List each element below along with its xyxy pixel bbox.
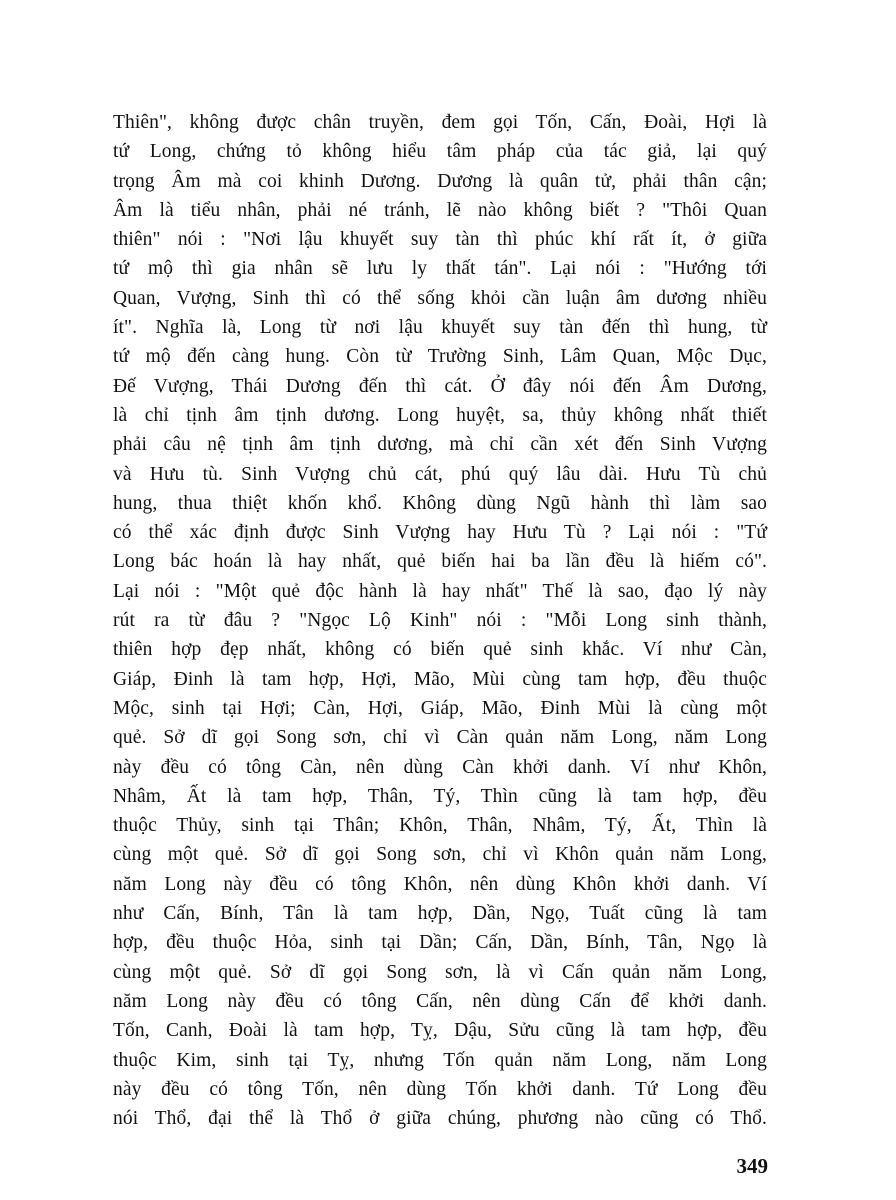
text-line: nói Thổ, đại thể là Thổ ở giữa chúng, phương nào cũng có Thổ. [113,1108,767,1130]
text-line: tứ mộ thì gia nhân sẽ lưu ly thất tán". Lại nói : "Hướng tới [113,258,767,280]
text-line: hợp, đều thuộc Hỏa, sinh tại Dần; Cấn, Dần, Bính, Tân, Ngọ là [113,932,767,954]
text-line: Quan, Vượng, Sinh thì có thể sống khỏi cần luận âm dương nhiều [113,287,767,309]
text-line: tứ Long, chứng tỏ không hiểu tâm pháp của tác giả, lại quý [113,141,767,163]
text-line: quẻ. Sở dĩ gọi Song sơn, chỉ vì Càn quản năm Long, năm Long [113,727,767,749]
text-line: là chỉ tịnh âm tịnh dương. Long huyệt, sa, thủy không nhất thiết [113,404,767,426]
text-line: cùng một quẻ. Sở dĩ gọi Song sơn, là vì Cấn quản năm Long, [113,961,767,983]
text-line: cùng một quẻ. Sở dĩ gọi Song sơn, chỉ vì Khôn quản năm Long, [113,844,767,866]
text-line: Đế Vượng, Thái Dương đến thì cát. Ở đây nói đến Âm Dương, [113,375,767,397]
text-line: như Cấn, Bính, Tân là tam hợp, Dần, Ngọ, Tuất cũng là tam [113,903,767,925]
text-line: năm Long này đều có tông Khôn, nên dùng Khôn khởi danh. Ví [113,873,767,895]
text-line: Giáp, Đinh là tam hợp, Hợi, Mão, Mùi cùng tam hợp, đều thuộc [113,668,767,690]
text-line: trọng Âm mà coi khinh Dương. Dương là quân tử, phải thân cận; [113,170,767,192]
text-line: tứ mộ đến càng hung. Còn từ Trường Sinh, Lâm Quan, Mộc Dục, [113,346,767,368]
text-line: Tốn, Canh, Đoài là tam hợp, Tỵ, Dậu, Sửu cũng là tam hợp, đều [113,1020,767,1042]
text-line: ít". Nghĩa là, Long từ nơi lậu khuyết suy tàn đến thì hung, từ [113,317,767,339]
text-line: Mộc, sinh tại Hợi; Càn, Hợi, Giáp, Mão, Đinh Mùi là cùng một [113,697,767,719]
text-line: thiên hợp đẹp nhất, không có biến quẻ sinh khắc. Ví như Càn, [113,639,767,661]
body-text [113,108,767,1133]
text-line: có thể xác định được Sinh Vượng hay Hưu Tù ? Lại nói : "Tứ [113,522,767,544]
text-line: phải câu nệ tịnh âm tịnh dương, mà chỉ cần xét đến Sinh Vượng [113,434,767,456]
text-line: rút ra từ đâu ? "Ngọc Lộ Kinh" nói : "Mỗi Long sinh thành, [113,610,767,632]
text-line: và Hưu tù. Sinh Vượng chủ cát, phú quý lâu dài. Hưu Tù chủ [113,463,767,485]
text-line: Thiên", không được chân truyền, đem gọi Tốn, Cấn, Đoài, Hợi là [113,112,767,133]
text-line: hung, thua thiệt khốn khổ. Không dùng Ngũ hành thì làm sao [113,492,767,514]
text-line: năm Long này đều có tông Cấn, nên dùng Cấn để khởi danh. [113,990,767,1012]
page-number: 349 [736,1154,768,1178]
text-line: Lại nói : "Một quẻ độc hành là hay nhất" Thế là sao, đạo lý này [113,580,767,602]
text-line: Nhâm, Ất là tam hợp, Thân, Tý, Thìn cũng là tam hợp, đều [113,785,767,807]
text-line: Âm là tiểu nhân, phải né tránh, lẽ nào không biết ? "Thôi Quan [113,199,767,221]
text-line: thuộc Thủy, sinh tại Thân; Khôn, Thân, Nhâm, Tý, Ất, Thìn là [113,815,767,837]
text-line: này đều có tông Càn, nên dùng Càn khởi danh. Ví như Khôn, [113,756,767,778]
text-line: Long bác hoán là hay nhất, quẻ biến hai ba lần đều là hiếm có". [113,551,767,573]
text-line: này đều có tông Tốn, nên dùng Tốn khởi danh. Tứ Long đều [113,1078,767,1100]
text-line: thuộc Kim, sinh tại Tỵ, nhưng Tốn quản năm Long, năm Long [113,1049,767,1071]
text-line: thiên" nói : "Nơi lậu khuyết suy tàn thì phúc khí rất ít, ở giữa [113,229,767,251]
